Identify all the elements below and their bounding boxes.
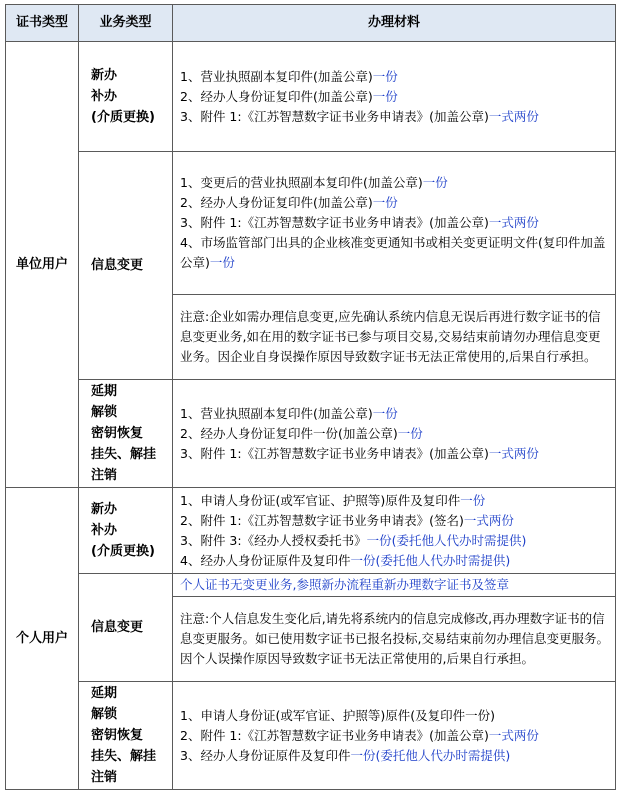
biz-line: 解锁	[91, 405, 118, 420]
biz-line: (介质更换)	[91, 110, 155, 125]
material-item	[180, 213, 611, 233]
unit-change-biz: 信息变更	[79, 152, 173, 380]
table-row	[6, 380, 616, 488]
biz-line: 密钥恢复	[91, 728, 144, 743]
material-item	[180, 107, 611, 127]
material-text: 2、经办人身份证复印件一份(加盖公章)	[180, 425, 398, 441]
material-qty: 一份(委托他人代办时需提供)	[366, 532, 527, 548]
table-row	[6, 682, 616, 790]
biz-line: 补办	[91, 89, 118, 104]
material-qty: 一式两份	[488, 215, 539, 230]
personal-new-materials	[173, 488, 616, 574]
material-item	[180, 193, 611, 213]
material-text: 4、经办人身份证原件及复印件	[180, 552, 351, 568]
material-item	[180, 531, 611, 551]
unit-change-note: 注意:企业如需办理信息变更,应先确认系统内信息无误后再进行数字证书的信息变更业务,如在用的数字证书已参与项目交易,交易结束前请勿办理信息变更业务。因企业自身误操作原因导致数字证书无法正常使用的,后果自行承担。	[173, 295, 616, 380]
materials-table	[5, 4, 616, 790]
material-qty: 一份	[372, 195, 398, 210]
material-qty: 一份(委托他人代办时需提供)	[350, 747, 511, 763]
biz-line: 挂失、解挂	[91, 447, 157, 462]
material-text: 3、附件 3:《经办人授权委托书》	[180, 532, 367, 548]
material-item	[180, 511, 611, 531]
material-qty: 一份	[209, 255, 235, 270]
personal-other-materials	[173, 682, 616, 790]
personal-other-biz	[79, 682, 173, 790]
material-item	[180, 67, 611, 87]
material-text: 1、变更后的营业执照副本复印件(加盖公章)	[180, 175, 423, 190]
material-qty: 一式两份	[463, 512, 514, 528]
material-item	[180, 173, 611, 193]
biz-line: 延期	[91, 686, 118, 701]
personal-new-biz	[79, 488, 173, 574]
material-qty: 一份	[397, 425, 423, 441]
material-item	[180, 424, 611, 444]
material-item	[180, 444, 611, 464]
biz-line: 延期	[91, 384, 118, 399]
material-text: 4、市场监管部门出具的企业核准变更通知书或相关变更证明文件(复印件加盖公章)	[180, 235, 606, 270]
table-row	[6, 42, 616, 152]
biz-line: 补办	[91, 523, 118, 538]
material-text: 3、经办人身份证原件及复印件	[180, 747, 351, 763]
material-text: 2、经办人身份证复印件(加盖公章)	[180, 88, 373, 104]
material-text: 2、附件 1:《江苏智慧数字证书业务申请表》(签名)	[180, 512, 464, 528]
biz-line: 新办	[91, 502, 118, 517]
biz-line: 注销	[91, 770, 118, 785]
material-text: 1、营业执照副本复印件(加盖公章)	[180, 405, 373, 421]
material-item	[180, 491, 611, 511]
table-header-row	[6, 5, 616, 42]
table-row	[6, 574, 616, 597]
biz-line: 注销	[91, 468, 118, 483]
material-text: 2、附件 1:《江苏智慧数字证书业务申请表》(加盖公章)	[180, 727, 489, 743]
material-text: 3、附件 1:《江苏智慧数字证书业务申请表》(加盖公章)	[180, 445, 489, 461]
material-qty: 一份	[372, 88, 398, 104]
biz-line: 解锁	[91, 707, 118, 722]
material-qty: 一份(委托他人代办时需提供)	[350, 552, 511, 568]
personal-change-notice: 个人证书无变更业务,参照新办流程重新办理数字证书及签章	[173, 574, 616, 597]
header-biz-type: 业务类型	[79, 5, 173, 42]
personal-user-label: 个人用户	[6, 488, 79, 790]
material-item	[180, 233, 611, 273]
unit-user-label: 单位用户	[6, 42, 79, 488]
unit-other-materials	[173, 380, 616, 488]
material-qty: 一份	[460, 492, 486, 508]
header-cert-type: 证书类型	[6, 5, 79, 42]
biz-line: (介质更换)	[91, 544, 155, 559]
material-item	[180, 551, 611, 571]
material-item	[180, 87, 611, 107]
material-text: 1、申请人身份证(或军官证、护照等)原件(及复印件一份)	[180, 707, 495, 723]
personal-change-note: 注意:个人信息发生变化后,请先将系统内的信息完成修改,再办理数字证书的信息变更服务。如已使用数字证书已报名投标,交易结束前勿办理信息变更服务。因个人误操作原因导致数字证书无法正常使用的,后果自行承担。	[173, 597, 616, 682]
material-item	[180, 404, 611, 424]
material-qty: 一式两份	[488, 108, 539, 124]
material-text: 2、经办人身份证复印件(加盖公章)	[180, 195, 373, 210]
material-item	[180, 746, 611, 766]
material-text: 1、申请人身份证(或军官证、护照等)原件及复印件	[180, 492, 461, 508]
material-qty: 一份	[372, 68, 398, 84]
table-row	[6, 152, 616, 295]
material-item	[180, 706, 611, 726]
unit-new-biz	[79, 42, 173, 152]
material-qty: 一份	[372, 405, 398, 421]
header-materials: 办理材料	[173, 5, 616, 42]
biz-line: 挂失、解挂	[91, 749, 157, 764]
material-text: 3、附件 1:《江苏智慧数字证书业务申请表》(加盖公章)	[180, 108, 489, 124]
unit-new-materials	[173, 42, 616, 152]
unit-change-materials	[173, 152, 616, 295]
material-text: 3、附件 1:《江苏智慧数字证书业务申请表》(加盖公章)	[180, 215, 489, 230]
unit-other-biz	[79, 380, 173, 488]
material-qty: 一份	[422, 175, 448, 190]
material-qty: 一式两份	[488, 727, 539, 743]
personal-change-biz: 信息变更	[79, 574, 173, 682]
biz-line: 新办	[91, 68, 118, 83]
material-qty: 一式两份	[488, 445, 539, 461]
biz-line: 密钥恢复	[91, 426, 144, 441]
table-row	[6, 488, 616, 574]
material-text: 1、营业执照副本复印件(加盖公章)	[180, 68, 373, 84]
material-item	[180, 726, 611, 746]
